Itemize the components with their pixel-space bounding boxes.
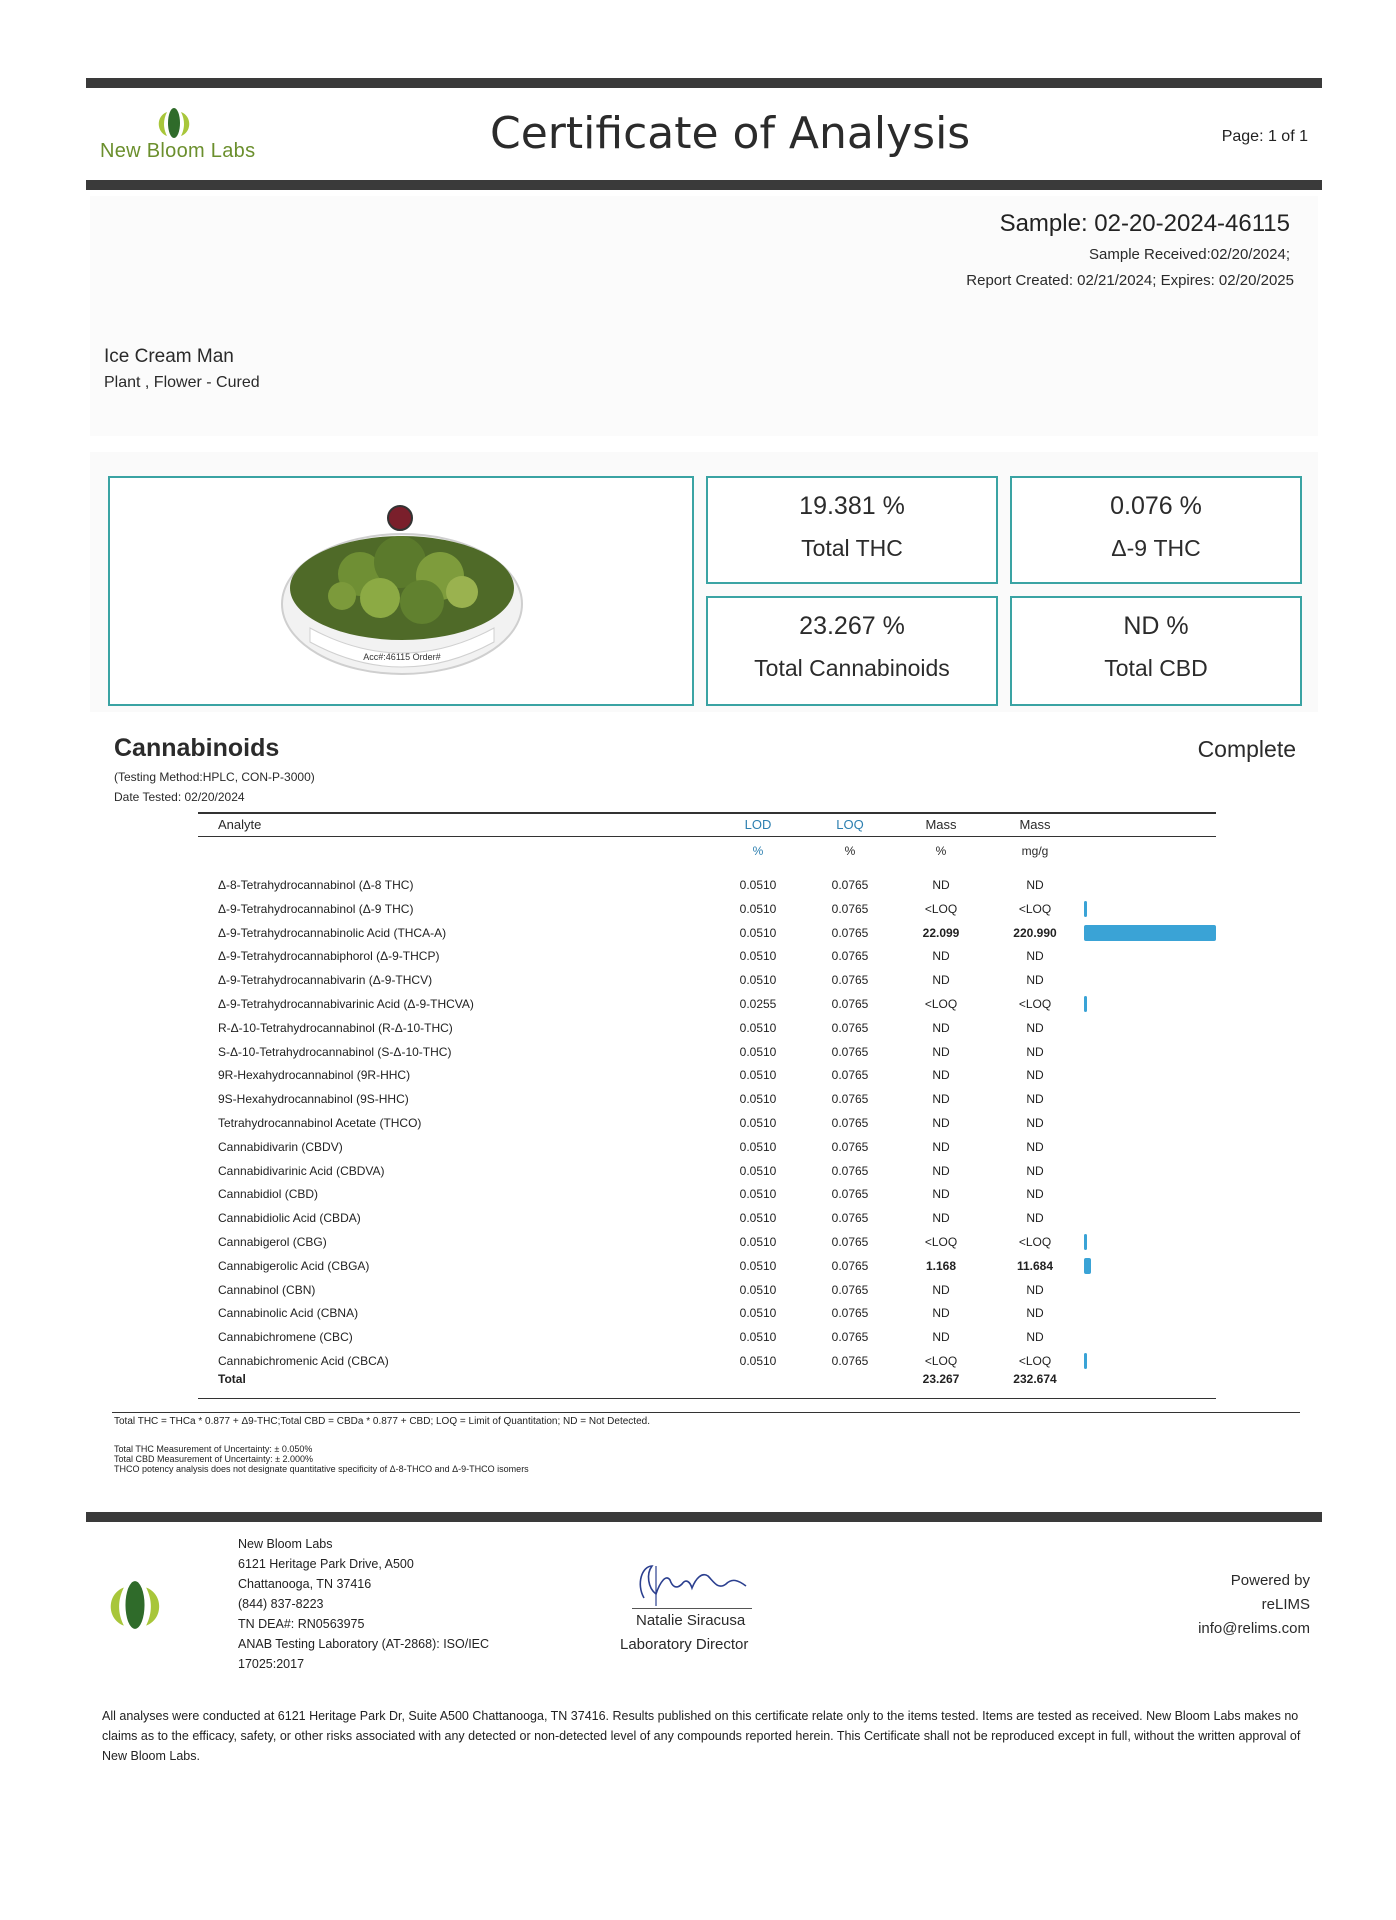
- analyte-name: Δ-9-Tetrahydrocannabiphorol (Δ-9-THCP): [218, 949, 440, 963]
- analyte-mass-pct: ND: [932, 1164, 950, 1178]
- total-pct: 23.267: [922, 1372, 960, 1386]
- table-top-rule: [198, 812, 1216, 814]
- total-thc-value: 19.381 %: [799, 492, 905, 520]
- total-cannabinoids-box: [706, 596, 998, 706]
- analyte-lod: 0.0510: [739, 1140, 777, 1154]
- analyte-mass-pct: ND: [932, 1330, 950, 1344]
- analyte-mass-mg: <LOQ: [1018, 997, 1052, 1011]
- analyte-loq: 0.0765: [831, 1259, 869, 1273]
- analyte-loq: 0.0765: [831, 1211, 869, 1225]
- analyte-mass-mg: ND: [1026, 1021, 1044, 1035]
- analyte-mass-mg: ND: [1026, 949, 1044, 963]
- powered-name: reLIMS: [1261, 1596, 1310, 1613]
- total-cannabinoids-value: 23.267 %: [799, 612, 905, 640]
- analyte-name: Cannabinol (CBN): [218, 1283, 316, 1297]
- d9-thc-value: 0.076 %: [1110, 492, 1202, 520]
- lab-accreditation: ANAB Testing Laboratory (AT-2868): ISO/IEC: [238, 1637, 490, 1651]
- section-status: Complete: [1197, 736, 1296, 762]
- product-name: Ice Cream Man: [104, 346, 234, 367]
- analyte-loq: 0.0765: [831, 902, 869, 916]
- analyte-name: Tetrahydrocannabinol Acetate (THCO): [218, 1116, 422, 1130]
- analyte-mass-pct: ND: [932, 1283, 950, 1297]
- analyte-lod: 0.0510: [739, 902, 777, 916]
- analyte-mass-mg: <LOQ: [1018, 1354, 1052, 1368]
- lab-logo-text: New Bloom Labs: [100, 140, 256, 162]
- analyte-lod: 0.0510: [739, 1092, 777, 1106]
- cbd-uncertainty-note: Total CBD Measurement of Uncertainty: ± 2.000%: [114, 1454, 314, 1464]
- analyte-lod: 0.0510: [739, 949, 777, 963]
- analyte-level-bar: [1084, 901, 1087, 917]
- sample-id: Sample: 02-20-2024-46115: [999, 210, 1290, 237]
- analyte-mass-pct: <LOQ: [924, 1354, 958, 1368]
- total-cbd-label: Total CBD: [1104, 655, 1208, 681]
- total-thc-label: Total THC: [801, 535, 903, 561]
- analyte-loq: 0.0765: [831, 1092, 869, 1106]
- analyte-mass-mg: ND: [1026, 1330, 1044, 1344]
- sample-photo: [110, 478, 692, 704]
- total-cbd-box: [1010, 596, 1302, 706]
- formula-note: Total THC = THCa * 0.877 + Δ9-THC;Total CBD = CBDa * 0.877 + CBD; LOQ = Limit of Quantitation; ND = Not Detected.: [114, 1416, 650, 1427]
- report-created: Report Created: 02/21/2024; Expires: 02/20/2025: [966, 272, 1294, 289]
- disclaimer: All analyses were conducted at 6121 Heritage Park Dr, Suite A500 Chattanooga, TN 37416. Results published on this certificate relate only to the items tested. Items are tested as received. New Bloom Labs makes no claims as to the efficacy, safety, or other risks associated with any detected or non-detected level of any compounds reported herein. This Certificate shall not be reproduced except in full, without the written approval of New Bloom Labs.: [102, 1709, 1301, 1763]
- container-label: Acc#:46115 Order#: [363, 652, 441, 662]
- total-mg: 232.674: [1013, 1372, 1057, 1386]
- analyte-loq: 0.0765: [831, 1235, 869, 1249]
- analyte-mass-mg: ND: [1026, 1140, 1044, 1154]
- analyte-name: Cannabinolic Acid (CBNA): [218, 1306, 359, 1320]
- analyte-lod: 0.0510: [739, 1283, 777, 1297]
- d9-thc-label: Δ-9 THC: [1111, 535, 1201, 561]
- analyte-name: S-Δ-10-Tetrahydrocannabinol (S-Δ-10-THC): [218, 1045, 452, 1059]
- analyte-mass-mg: ND: [1026, 1306, 1044, 1320]
- document-title: Certificate of Analysis: [490, 108, 971, 159]
- signer-name: Natalie Siracusa: [636, 1612, 746, 1629]
- analyte-mass-pct: 22.099: [922, 926, 960, 940]
- leaf-logo-icon: [102, 1578, 168, 1632]
- table-header-rule: [198, 836, 1216, 837]
- notes-rule: [112, 1412, 1300, 1413]
- section-title: Cannabinoids: [114, 734, 280, 762]
- analyte-lod: 0.0510: [739, 1116, 777, 1130]
- analyte-level-bar: [1084, 1258, 1091, 1274]
- lab-dea: TN DEA#: RN0563975: [238, 1617, 365, 1631]
- table-bottom-rule: [198, 1398, 1216, 1399]
- analyte-mass-mg: 220.990: [1013, 926, 1057, 940]
- analyte-lod: 0.0510: [739, 973, 777, 987]
- unit-lod: %: [752, 844, 764, 858]
- analyte-loq: 0.0765: [831, 1283, 869, 1297]
- analyte-mass-pct: 1.168: [925, 1259, 957, 1273]
- lab-address-street: 6121 Heritage Park Drive, A500: [238, 1557, 414, 1571]
- analyte-lod: 0.0510: [739, 1045, 777, 1059]
- analyte-mass-pct: ND: [932, 1211, 950, 1225]
- analyte-name: Cannabidiol (CBD): [218, 1187, 319, 1201]
- total-label: Total: [218, 1372, 246, 1386]
- footer-bar: [86, 1512, 1322, 1522]
- analyte-loq: 0.0765: [831, 1116, 869, 1130]
- analyte-name: Cannabichromenic Acid (CBCA): [218, 1354, 389, 1368]
- analyte-name: Δ-8-Tetrahydrocannabinol (Δ-8 THC): [218, 878, 414, 892]
- col-mass-pct: Mass: [925, 817, 957, 832]
- analyte-lod: 0.0510: [739, 1306, 777, 1320]
- page-number: Page: 1 of 1: [1221, 128, 1308, 145]
- col-mass-mg: Mass: [1019, 817, 1051, 832]
- analyte-mass-mg: ND: [1026, 1116, 1044, 1130]
- testing-method: (Testing Method:HPLC, CON-P-3000): [114, 770, 315, 784]
- leaf-logo-icon: [154, 106, 194, 140]
- lab-address-name: New Bloom Labs: [238, 1537, 333, 1551]
- analyte-name: 9R-Hexahydrocannabinol (9R-HHC): [218, 1068, 411, 1082]
- lab-address-city: Chattanooga, TN 37416: [238, 1577, 372, 1591]
- analyte-lod: 0.0510: [739, 878, 777, 892]
- total-cannabinoids-label: Total Cannabinoids: [754, 655, 950, 681]
- analyte-lod: 0.0510: [739, 1354, 777, 1368]
- d9-thc-box: [1010, 476, 1302, 584]
- analyte-mass-pct: ND: [932, 1140, 950, 1154]
- header-top-bar: [86, 78, 1322, 88]
- analyte-lod: 0.0510: [739, 1021, 777, 1035]
- analyte-mass-mg: ND: [1026, 1164, 1044, 1178]
- analyte-mass-mg: ND: [1026, 1045, 1044, 1059]
- analyte-mass-mg: <LOQ: [1018, 902, 1052, 916]
- analyte-mass-mg: ND: [1026, 1187, 1044, 1201]
- analyte-mass-pct: ND: [932, 1116, 950, 1130]
- lab-accreditation-cont: 17025:2017: [238, 1657, 305, 1671]
- analyte-lod: 0.0510: [739, 1330, 777, 1344]
- analyte-mass-pct: ND: [932, 973, 950, 987]
- unit-mass-mg: mg/g: [1021, 844, 1049, 858]
- analyte-mass-pct: ND: [932, 1092, 950, 1106]
- unit-mass-pct: %: [935, 844, 947, 858]
- analyte-loq: 0.0765: [831, 949, 869, 963]
- analyte-lod: 0.0255: [739, 997, 777, 1011]
- signature: [626, 1554, 756, 1610]
- analyte-name: Cannabichromene (CBC): [218, 1330, 353, 1344]
- analyte-loq: 0.0765: [831, 1354, 869, 1368]
- analyte-mass-pct: <LOQ: [924, 997, 958, 1011]
- thc-uncertainty-note: Total THC Measurement of Uncertainty: ± 0.050%: [114, 1444, 313, 1454]
- footer-logo: [102, 1578, 168, 1637]
- analyte-mass-pct: ND: [932, 1068, 950, 1082]
- analyte-lod: 0.0510: [739, 1164, 777, 1178]
- analyte-mass-pct: <LOQ: [924, 1235, 958, 1249]
- analyte-mass-pct: ND: [932, 1045, 950, 1059]
- analyte-name: Δ-9-Tetrahydrocannabivarin (Δ-9-THCV): [218, 973, 433, 987]
- analyte-loq: 0.0765: [831, 1164, 869, 1178]
- powered-by: Powered by: [1230, 1572, 1310, 1589]
- analyte-level-bar: [1084, 1353, 1087, 1369]
- analyte-name: Δ-9-Tetrahydrocannabinol (Δ-9 THC): [218, 902, 414, 916]
- analyte-loq: 0.0765: [831, 973, 869, 987]
- header-bottom-bar: [86, 180, 1322, 190]
- analyte-mass-pct: ND: [932, 949, 950, 963]
- analyte-name: Δ-9-Tetrahydrocannabivarinic Acid (Δ-9-THCVA): [218, 997, 474, 1011]
- analyte-lod: 0.0510: [739, 1187, 777, 1201]
- product-type: Plant , Flower - Cured: [104, 374, 260, 391]
- analyte-loq: 0.0765: [831, 1140, 869, 1154]
- total-cbd-value: ND %: [1123, 612, 1189, 640]
- analyte-mass-mg: ND: [1026, 1068, 1044, 1082]
- analyte-name: 9S-Hexahydrocannabinol (9S-HHC): [218, 1092, 409, 1106]
- analyte-name: Cannabigerol (CBG): [218, 1235, 327, 1249]
- analyte-name: Cannabigerolic Acid (CBGA): [218, 1259, 370, 1273]
- lab-phone: (844) 837-8223: [238, 1597, 324, 1611]
- analyte-mass-mg: ND: [1026, 878, 1044, 892]
- analyte-mass-pct: <LOQ: [924, 902, 958, 916]
- analyte-loq: 0.0765: [831, 1021, 869, 1035]
- col-lod: LOD: [744, 817, 772, 832]
- analyte-loq: 0.0765: [831, 1330, 869, 1344]
- analyte-loq: 0.0765: [831, 926, 869, 940]
- analyte-mass-pct: ND: [932, 878, 950, 892]
- col-analyte: Analyte: [218, 817, 262, 832]
- analyte-mass-mg: ND: [1026, 1211, 1044, 1225]
- analyte-level-bar: [1084, 996, 1087, 1012]
- analyte-loq: 0.0765: [831, 1187, 869, 1201]
- unit-loq: %: [844, 844, 856, 858]
- analyte-mass-mg: <LOQ: [1018, 1235, 1052, 1249]
- analyte-mass-mg: ND: [1026, 1092, 1044, 1106]
- analyte-loq: 0.0765: [831, 1306, 869, 1320]
- sample-received: Sample Received:02/20/2024;: [1089, 246, 1290, 263]
- analyte-loq: 0.0765: [831, 878, 869, 892]
- analyte-name: Cannabidivarinic Acid (CBDVA): [218, 1164, 385, 1178]
- analyte-name: Δ-9-Tetrahydrocannabinolic Acid (THCA-A): [218, 926, 447, 940]
- signer-title: Laboratory Director: [620, 1636, 749, 1653]
- analyte-name: Cannabidiolic Acid (CBDA): [218, 1211, 361, 1225]
- analyte-mass-mg: 11.684: [1016, 1259, 1054, 1273]
- analyte-lod: 0.0510: [739, 1211, 777, 1225]
- total-thc-box: [706, 476, 998, 584]
- analyte-mass-pct: ND: [932, 1187, 950, 1201]
- analyte-loq: 0.0765: [831, 1068, 869, 1082]
- col-loq: LOQ: [836, 817, 864, 832]
- analyte-lod: 0.0510: [739, 1068, 777, 1082]
- analyte-level-bar: [1084, 1234, 1087, 1250]
- analyte-lod: 0.0510: [739, 1235, 777, 1249]
- analyte-mass-mg: ND: [1026, 973, 1044, 987]
- analyte-mass-mg: ND: [1026, 1283, 1044, 1297]
- lab-logo: [100, 106, 260, 166]
- thco-note: THCO potency analysis does not designate quantitative specificity of Δ-8-THCO and Δ-9-THCO isomers: [114, 1464, 529, 1474]
- analyte-name: R-Δ-10-Tetrahydrocannabinol (R-Δ-10-THC): [218, 1021, 453, 1035]
- contact-email[interactable]: info@relims.com: [1198, 1620, 1310, 1637]
- analyte-lod: 0.0510: [739, 926, 777, 940]
- signature-line: [632, 1608, 752, 1609]
- analyte-name: Cannabidivarin (CBDV): [218, 1140, 343, 1154]
- analyte-mass-pct: ND: [932, 1306, 950, 1320]
- analyte-loq: 0.0765: [831, 997, 869, 1011]
- sample-image-box: [108, 476, 694, 706]
- analyte-lod: 0.0510: [739, 1259, 777, 1273]
- analyte-level-bar: [1084, 925, 1216, 941]
- date-tested: Date Tested: 02/20/2024: [114, 790, 245, 804]
- analyte-mass-pct: ND: [932, 1021, 950, 1035]
- analyte-loq: 0.0765: [831, 1045, 869, 1059]
